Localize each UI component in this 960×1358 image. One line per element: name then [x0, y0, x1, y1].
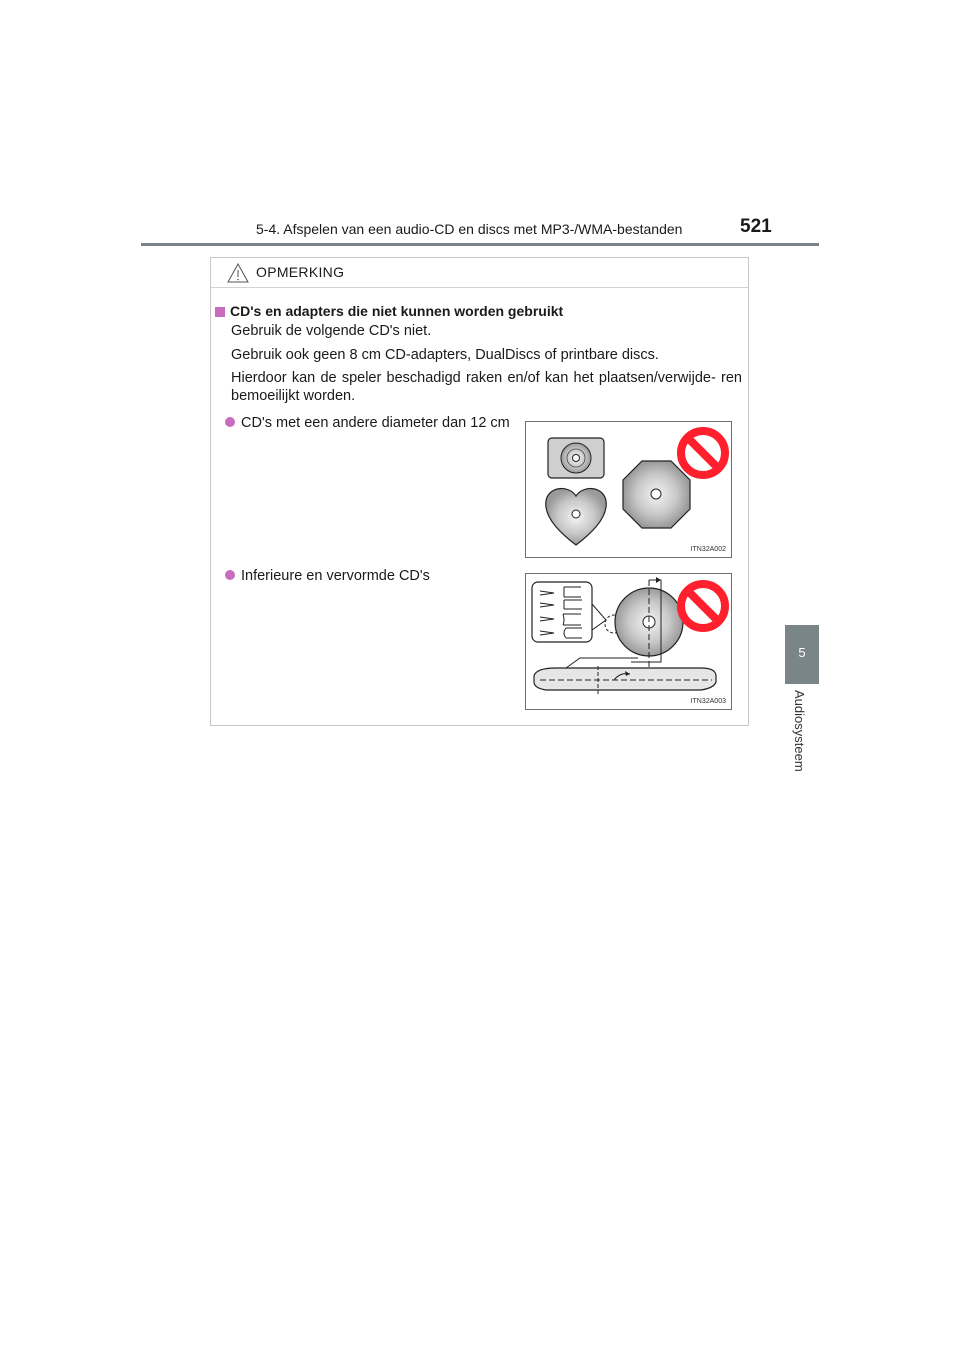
chapter-number: 5	[798, 645, 806, 660]
paragraph: Gebruik de volgende CD's niet.	[231, 323, 432, 339]
notice-box	[210, 257, 749, 726]
dot-bullet-icon	[225, 570, 235, 580]
dot-bullet-icon	[225, 417, 235, 427]
chapter-tab	[785, 625, 819, 684]
deformed-discs-illustration	[526, 574, 731, 709]
section-heading-text: CD's en adapters die niet kunnen worden gebruikt	[230, 303, 564, 319]
list-item	[225, 414, 517, 432]
paragraph: Gebruik ook geen 8 cm CD-adapters, DualDiscs of printbare discs.	[231, 347, 659, 363]
notice-title: OPMERKING	[256, 264, 345, 280]
list-item-text: CD's met een andere diameter dan 12 cm	[241, 415, 510, 431]
chapter-label: Audiosysteem	[792, 690, 807, 772]
square-bullet-icon	[215, 307, 225, 317]
page-number: 521	[740, 216, 772, 237]
warning-triangle-icon	[227, 263, 249, 283]
list-item-text: Inferieure en vervormde CD's	[241, 568, 430, 584]
paragraph: Hierdoor kan de speler beschadigd raken en/of kan het plaatsen/verwijde- ren bemoeilijkt worden.	[231, 370, 742, 404]
header-rule	[141, 243, 819, 246]
image-code: ITN32A002	[690, 546, 726, 553]
odd-shaped-discs-illustration	[526, 422, 731, 557]
illustration-odd-shaped-discs	[525, 421, 732, 558]
prohibition-icon	[681, 584, 725, 628]
notice-header	[211, 258, 748, 288]
prohibition-icon	[681, 431, 725, 475]
section-heading	[215, 303, 563, 319]
list-item	[225, 567, 430, 585]
running-header: 5-4. Afspelen van een audio-CD en discs met MP3-/WMA-bestanden	[256, 221, 683, 237]
illustration-deformed-discs	[525, 573, 732, 710]
image-code: ITN32A003	[690, 698, 726, 705]
